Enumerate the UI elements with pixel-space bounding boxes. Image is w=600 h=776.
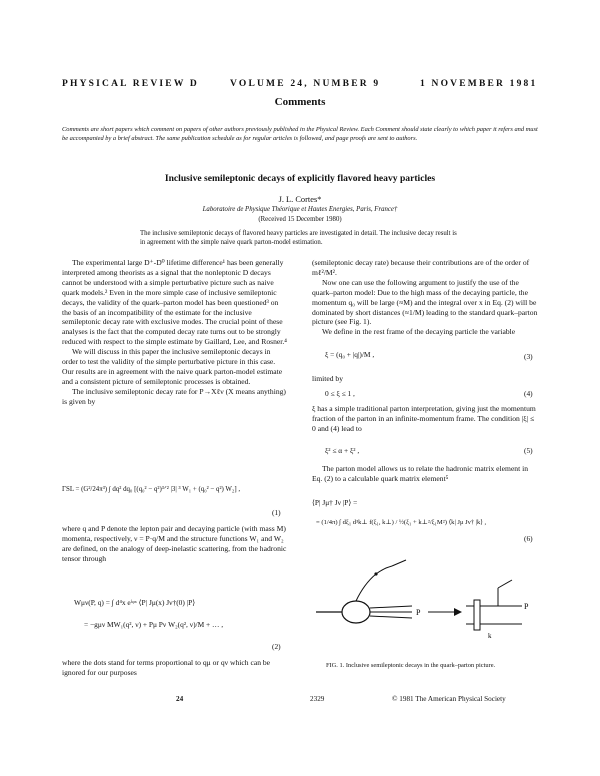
right-lepton-line [498,580,512,588]
arrow-head-icon [454,608,462,616]
figure-1-caption: FIG. 1. Inclusive semileptonic decays in the quark–parton picture. [326,662,496,669]
left-para-4-block [62,524,288,564]
equation-1: ΓSL = (G²/24π³) ∫ dq² dq₀ [(q₀² − q²)³ᐟ² |3| ³ W₁ + (q₀² − q²) W₂] , [62,486,241,493]
label-p-right: P [524,602,529,611]
footer-volume: 24 [176,695,184,703]
vertex-dot [374,572,377,575]
label-p-left: P [416,608,421,617]
left-para-2: We will discuss in this paper the inclusive semileptonic decays in order to test the validity of the simple perturbative picture in this case. Our results are in agreement with the naive quark parton-model estimate and a consistent picture of semileptonic processes is obtained. [62,347,283,386]
left-para-5: where the dots stand for terms proportional to qμ or qν which can be ignored for our purposes [62,658,271,677]
right-para-5: The parton model allows us to relate the hadronic matrix element in Eq. (2) to a calculable quark matrix element⁵ [312,464,529,483]
abstract: The inclusive semileptonic decays of flavored heavy particles are investigated in detail. The inclusive decay result is in agreement with the simple naive quark parton-model estimation. [140,230,457,246]
volume-number: VOLUME 24, NUMBER 9 [230,79,381,89]
equation-4: 0 ≤ ξ ≤ 1 , [325,389,355,398]
section-title: Comments [274,96,326,108]
article-author: J. L. Cortes* [278,195,322,204]
outgoing-line-1 [370,606,412,608]
outgoing-line-3 [370,616,412,618]
left-para-1: The experimental large D⁺-D⁰ lifetime difference¹ has been generally interpreted among theorists as a signal that the nonleptonic D decays cannot be understood with a simple perturbative picture such as naive quark models.² Even in the more simple case of inclusive semileptonic decays, the validity of the quark–parton model has been questioned³ on the basis of an incompatibility of the estimate for the inclusive semileptonic decay rate with exclusive modes. The crucial point of these analyses is the fact that the computed decay rate turns out to be strongly reduced with respect to the simple estimate by Gaillard, Lee, and Rosner.⁴ [62,258,287,347]
quark-parton-diagram [466,580,529,640]
left-para-4: where q and P denote the lepton pair and decaying particle (with mass M) momenta, respectively, ν = P·q/M and the structure functions W₁ and W₂ are defined, on the analogy of deep-inelastic scattering, from the hadronic tensor through [62,524,287,563]
equation-6-number: (6) [524,534,533,543]
equation-2b: = −gμν MW₁(q², ν) + Pμ Pν W₂(q², ν)/M + … , [84,620,224,629]
left-para-5-block [62,658,288,678]
author-affiliation: Laboratoire de Physique Théorique et Hautes Energies, Paris, France† [202,206,398,213]
right-para-3: We define in the rest frame of the decaying particle the variable [322,327,516,337]
footer-copyright: © 1981 The American Physical Society [392,695,506,703]
right-para-1: (semileptonic decay rate) because their contributions are of the order of mℓ²/M². [312,258,530,277]
received-date: (Received 15 December 1980) [258,216,342,223]
right-para-2: Now one can use the following argument to justify the use of the quark–parton model: Due to the high mass of the decaying particle, the momentum q₀ will be large (≈M) and the integral over x in Eq. (2) will be dominated by short distances (≈1/M) leading to the standard quark–parton picture (see Fig. 1). [312,277,538,327]
figure-1 [312,548,538,656]
lepton-line [356,566,392,601]
equation-3: ξ = (q₀ + |q|)/M , [325,350,375,359]
right-para-4-block [312,404,538,434]
right-para-5-block [312,464,538,484]
label-k: k [488,632,492,640]
equation-6a: ⟨P| Jμ† Jν |P⟩ = [312,498,358,507]
right-para-4: ξ has a simple traditional parton interpretation, giving just the momentum fraction of the parton in an infinite-momentum frame. The condition |ξ| ≤ 0 and (4) lead to [312,404,536,433]
left-column [62,258,288,407]
hadron-blob [342,601,370,623]
article-title: Inclusive semileptonic decays of explicitly flavored heavy particles [164,173,436,184]
right-column [312,258,538,337]
footer-page-number: 2329 [310,695,325,703]
limited-by: limited by [312,374,344,383]
equation-2a: Wμν(P, q) = ∫ d⁴x eⁱᵠˣ ⟨P| Jμ(x) Jν†(0) |P⟩ [74,598,196,607]
lepton-line-2 [392,560,406,566]
equation-5-number: (5) [524,446,533,455]
equation-2-number: (2) [272,642,281,651]
equation-1-number: (1) [272,508,281,517]
equation-6b: = (1/4π) ∫ dξ₁ d³k⊥ f(ξ₁, k⊥) / ½(ξ₁ + k⊥²/ξ₁M²) ⟨k| Jμ Jν† |k⟩ , [316,519,487,526]
parton-blob-diagram [316,560,421,623]
equation-5: ξ² ≤ α + ξ² , [325,446,360,455]
equation-4-number: (4) [524,389,533,398]
comments-note: Comments are short papers which comment on papers of other authors previously published in the Physical Review. Each Comment should state clearly to which paper it refers and must be accompanied by a brief abstract. The same publication schedule as for regular articles is followed, and page proofs are sent to authors. [62,126,538,142]
equation-3-number: (3) [524,352,533,361]
parton-box [474,600,480,630]
issue-date: 1 NOVEMBER 1981 [420,79,538,89]
journal-name: PHYSICAL REVIEW D [62,79,199,89]
left-para-3: The inclusive semileptonic decay rate for P→Xℓν (X means anything) is given by [62,386,286,406]
